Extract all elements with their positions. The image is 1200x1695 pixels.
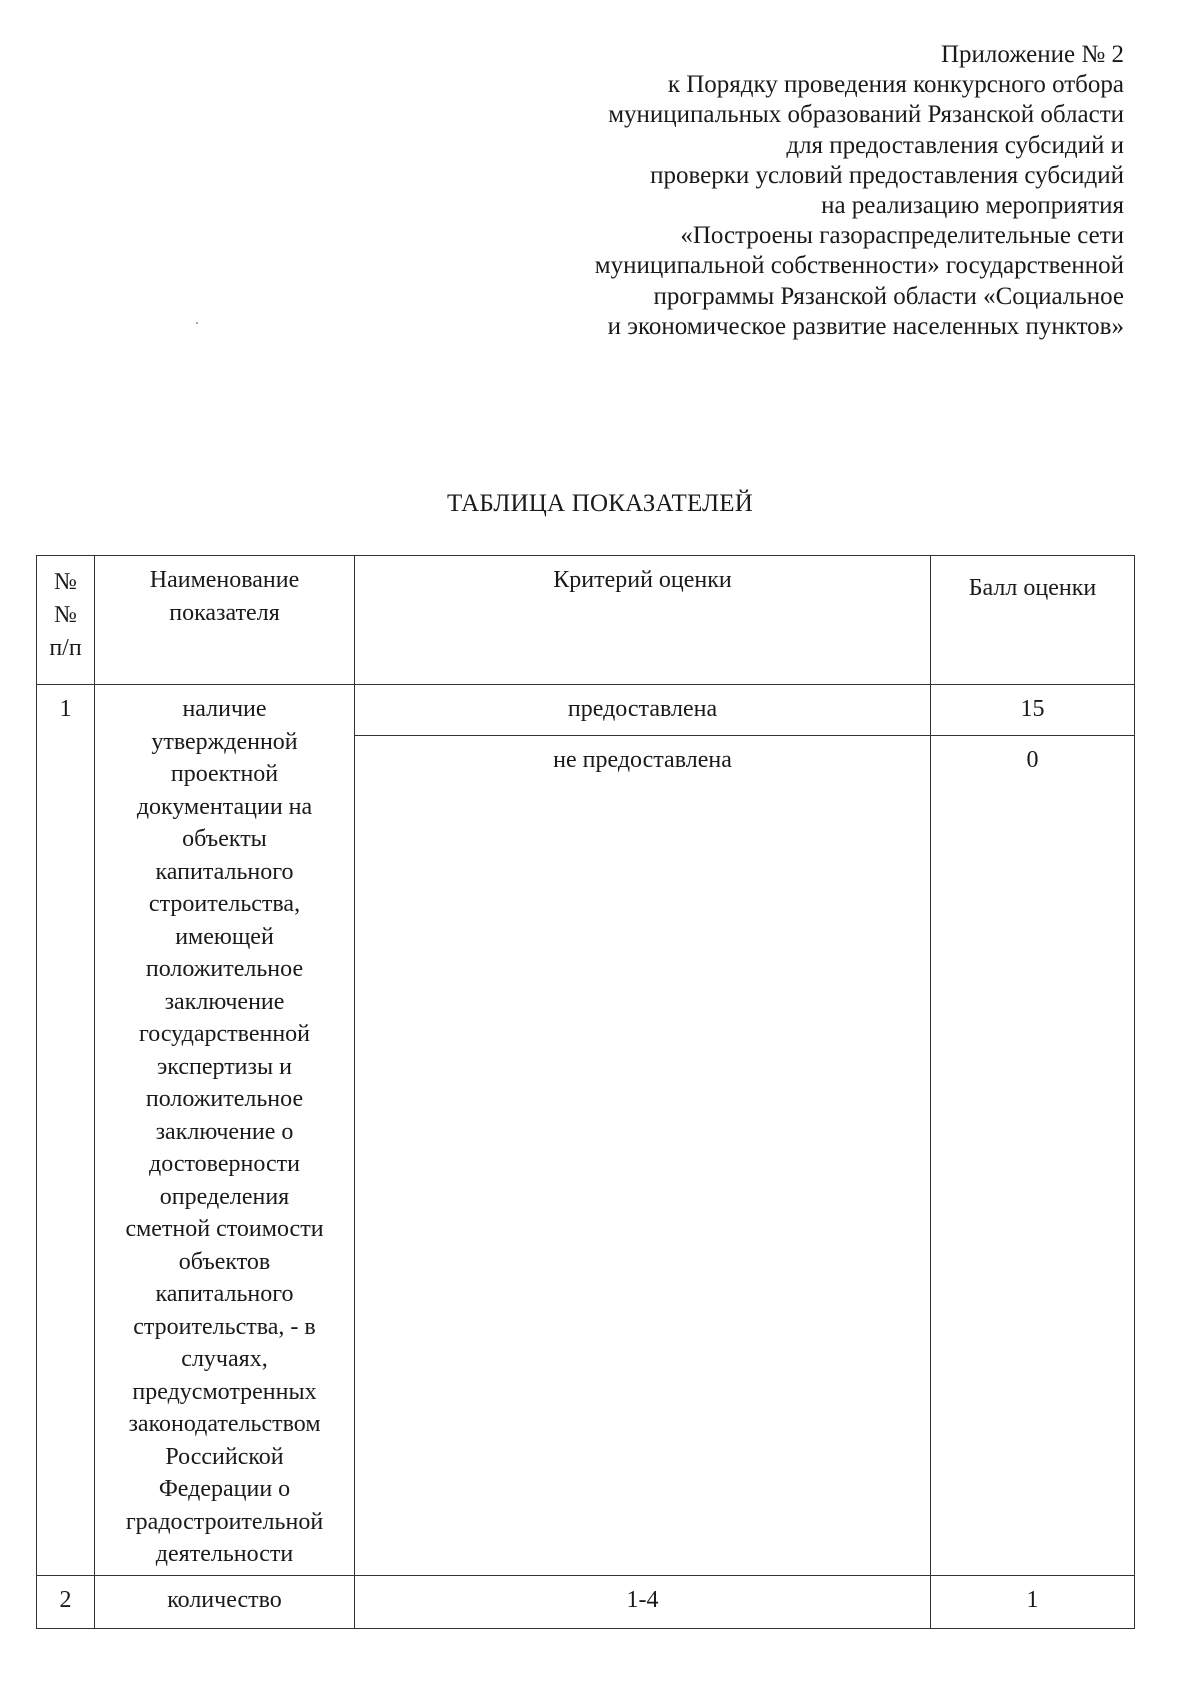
row-indicator-name — [95, 685, 355, 1576]
name-line: Федерации о — [158, 1476, 291, 1502]
header-criterion: Критерий оценки — [355, 556, 931, 685]
name-line: законодательством — [128, 1411, 321, 1437]
name-line: строительства, - в — [133, 1313, 316, 1340]
appendix-line: муниципальных образований Рязанской области — [608, 101, 1124, 129]
appendix-line: проверки условий предоставления субсидий — [650, 161, 1124, 189]
table-row — [37, 1575, 1135, 1628]
table-row — [37, 685, 1135, 736]
header-name-line: показателя — [169, 599, 280, 626]
row-number: 1 — [37, 685, 95, 1576]
row-indicator-name — [95, 1575, 355, 1628]
row-score: 0 — [931, 736, 1135, 1575]
scan-speck — [196, 322, 198, 324]
appendix-line: к Порядку проведения конкурсного отбора — [667, 71, 1124, 99]
header-number-line: п/п — [49, 635, 82, 661]
name-line: строительства, — [148, 891, 301, 917]
name-line: экспертизы и — [157, 1053, 292, 1080]
name-line: проектной — [170, 761, 279, 787]
header-score: Балл оценки — [931, 556, 1135, 685]
row-number: 2 — [37, 1575, 95, 1628]
name-line: сметной стоимости — [125, 1216, 324, 1242]
appendix-line: на реализацию мероприятия — [821, 192, 1124, 220]
indicators-table — [36, 555, 1135, 1629]
name-line: положительное — [145, 956, 304, 982]
header-name-line: Наименование — [149, 567, 300, 593]
header-number — [37, 556, 95, 685]
name-line: Российской — [165, 1443, 284, 1470]
appendix-line: «Построены газораспределительные сети — [680, 222, 1124, 250]
name-line: документации на — [136, 793, 313, 820]
appendix-line: и экономическое развитие населенных пунктов» — [607, 312, 1124, 340]
page-title: ТАБЛИЦА ПОКАЗАТЕЛЕЙ — [446, 490, 754, 517]
row-criterion: не предоставлена — [355, 736, 931, 1575]
name-line: предусмотренных — [132, 1378, 317, 1405]
appendix-header — [424, 40, 1124, 342]
header-name — [95, 556, 355, 685]
row-score: 1 — [931, 1575, 1135, 1628]
appendix-line: для предоставления субсидий и — [786, 131, 1124, 159]
table-header-row — [37, 556, 1135, 685]
name-line: объектов — [178, 1248, 271, 1275]
name-line: определения — [159, 1183, 290, 1210]
name-line: положительное — [145, 1086, 304, 1112]
row-score: 15 — [931, 685, 1135, 736]
header-number-line: № — [54, 602, 77, 628]
name-line: имеющей — [175, 923, 274, 950]
name-line: капитального — [155, 858, 294, 885]
appendix-line: Приложение № 2 — [940, 41, 1124, 68]
name-line: государственной — [138, 1021, 311, 1047]
header-number-line: № — [54, 569, 77, 595]
name-line: объекты — [182, 826, 267, 852]
name-line: утвержденной — [151, 728, 298, 755]
name-line: заключение о — [155, 1118, 294, 1145]
name-line: заключение — [164, 988, 285, 1015]
row-criterion: 1-4 — [355, 1575, 931, 1628]
name-line: деятельности — [155, 1541, 294, 1567]
appendix-line: программы Рязанской области «Социальное — [653, 282, 1124, 310]
name-line: наличие — [182, 696, 267, 722]
appendix-line: муниципальной собственности» государственной — [594, 252, 1124, 280]
name-line: градостроительной — [125, 1508, 324, 1535]
name-line: достоверности — [149, 1151, 300, 1177]
row-criterion: предоставлена — [355, 685, 931, 736]
name-line: капитального — [155, 1281, 294, 1307]
name-line: случаях, — [181, 1346, 268, 1372]
name-line: количество — [167, 1586, 282, 1613]
